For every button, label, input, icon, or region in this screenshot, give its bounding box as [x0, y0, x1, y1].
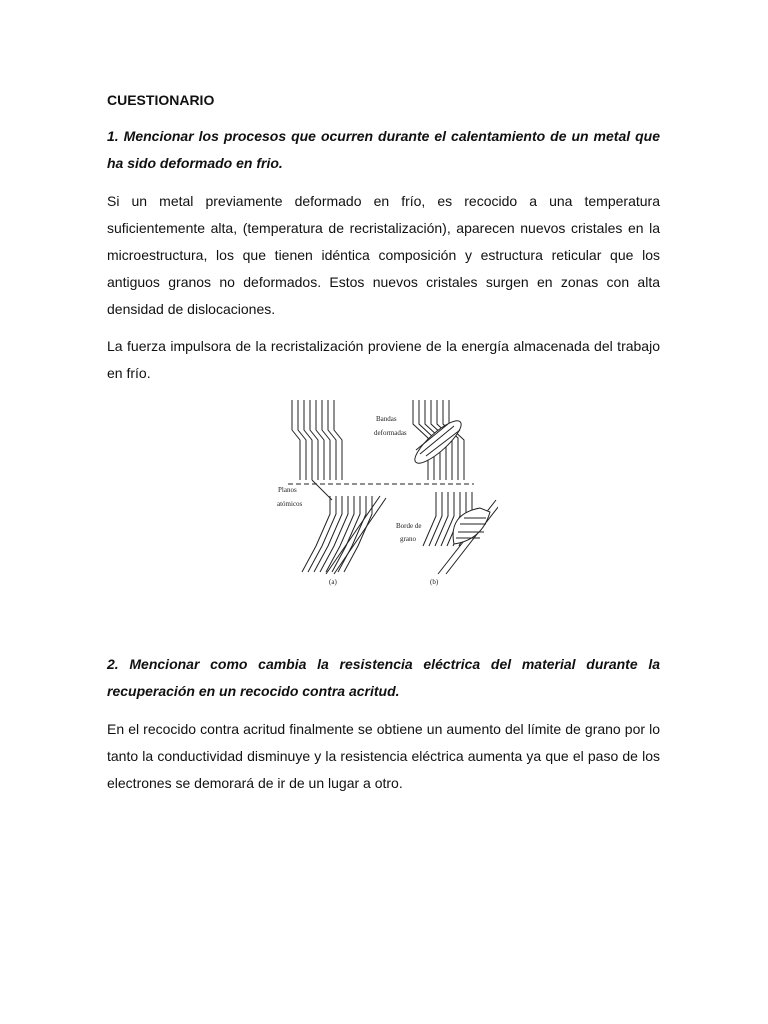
- answer-1-paragraph-1: Si un metal previamente deformado en frío, es recocido a una temperatura suficientemente alta, (temperatura de recristalización), aparecen nuevos cristales en la microestructura, los que tienen idéntica composición y estructura reticular que los antiguos granos no deformados. Estos nuevos cristales surgen en zonas con alta densidad de dislocaciones.: [107, 193, 660, 317]
- svg-text:Planos: Planos: [278, 486, 297, 494]
- figure-caption-a: (a): [329, 578, 337, 586]
- question-2: 2. Mencionar como cambia la resistencia eléctrica del material durante la recuperación en un recocido contra acritud.: [107, 656, 660, 699]
- svg-text:Bandas: Bandas: [376, 415, 397, 423]
- question-1: 1. Mencionar los procesos que ocurren durante el calentamiento de un metal que ha sido deformado en frio.: [107, 128, 660, 171]
- answer-1-paragraph-2: La fuerza impulsora de la recristalización proviene de la energía almacenada del trabajo en frío.: [107, 338, 660, 381]
- svg-text:grano: grano: [400, 535, 416, 543]
- figure-caption-b: (b): [430, 578, 439, 586]
- recrystallization-diagram: [268, 396, 498, 596]
- svg-text:deformadas: deformadas: [374, 429, 407, 437]
- figure-label-borde: [396, 522, 421, 543]
- answer-2-paragraph: En el recocido contra acritud finalmente se obtiene un aumento del límite de grano por lo tanto la conductividad disminuye y la resistencia eléctrica aumenta ya que el paso de los electrones se demorará de ir de un lugar a otro.: [107, 721, 660, 791]
- svg-text:Borde de: Borde de: [396, 522, 422, 530]
- figure-label-bandas: [374, 415, 407, 437]
- figure-label-planos: [277, 486, 303, 508]
- svg-text:atómicos: atómicos: [277, 500, 303, 508]
- document-heading: CUESTIONARIO: [107, 92, 215, 108]
